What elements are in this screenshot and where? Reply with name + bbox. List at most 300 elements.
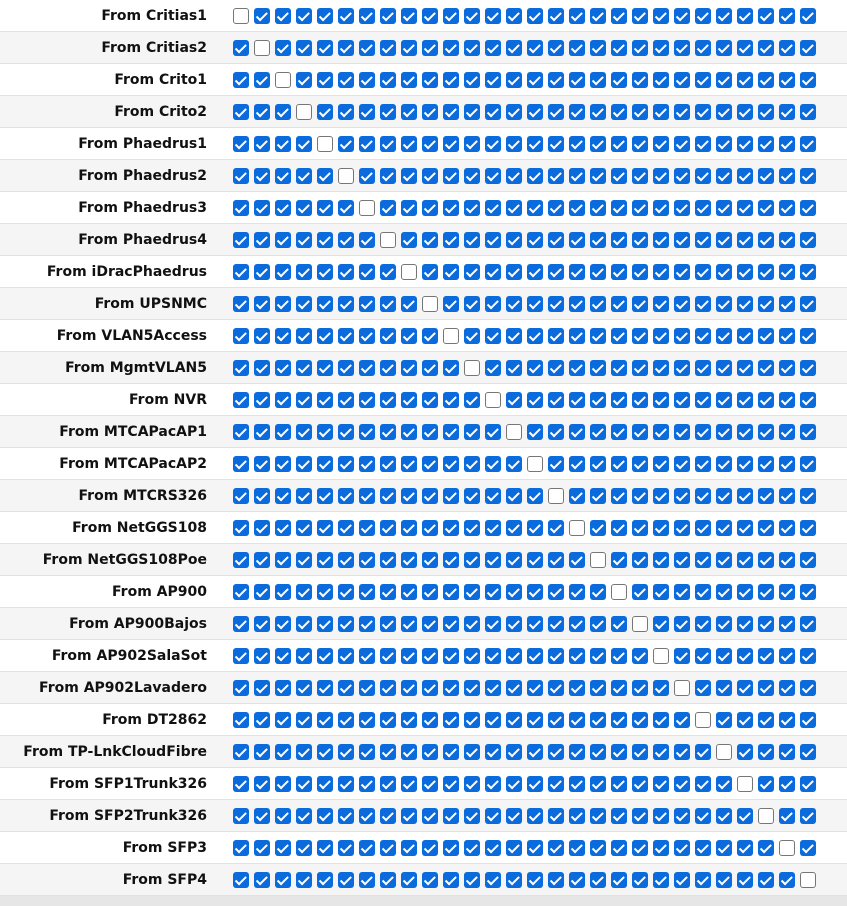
checkbox-checked[interactable] <box>506 328 522 344</box>
checkbox-checked[interactable] <box>695 200 711 216</box>
checkbox-checked[interactable] <box>338 680 354 696</box>
checkbox-checked[interactable] <box>569 744 585 760</box>
checkbox-checked[interactable] <box>233 40 249 56</box>
checkbox-checked[interactable] <box>590 200 606 216</box>
checkbox-checked[interactable] <box>779 360 795 376</box>
checkbox-checked[interactable] <box>275 840 291 856</box>
checkbox-checked[interactable] <box>506 104 522 120</box>
checkbox-checked[interactable] <box>464 72 480 88</box>
checkbox-checked[interactable] <box>779 488 795 504</box>
checkbox-checked[interactable] <box>716 200 732 216</box>
checkbox-checked[interactable] <box>758 328 774 344</box>
checkbox-checked[interactable] <box>317 8 333 24</box>
checkbox-checked[interactable] <box>611 232 627 248</box>
checkbox-checked[interactable] <box>275 296 291 312</box>
checkbox-checked[interactable] <box>485 840 501 856</box>
checkbox-unchecked[interactable] <box>779 840 795 856</box>
checkbox-checked[interactable] <box>611 168 627 184</box>
checkbox-checked[interactable] <box>275 616 291 632</box>
checkbox-checked[interactable] <box>527 616 543 632</box>
checkbox-checked[interactable] <box>359 840 375 856</box>
checkbox-checked[interactable] <box>737 104 753 120</box>
checkbox-unchecked[interactable] <box>716 744 732 760</box>
checkbox-checked[interactable] <box>506 712 522 728</box>
checkbox-checked[interactable] <box>254 840 270 856</box>
checkbox-checked[interactable] <box>485 680 501 696</box>
checkbox-checked[interactable] <box>359 712 375 728</box>
checkbox-checked[interactable] <box>464 8 480 24</box>
checkbox-checked[interactable] <box>548 712 564 728</box>
checkbox-checked[interactable] <box>338 808 354 824</box>
checkbox-checked[interactable] <box>296 616 312 632</box>
checkbox-checked[interactable] <box>401 648 417 664</box>
checkbox-checked[interactable] <box>317 360 333 376</box>
checkbox-checked[interactable] <box>233 104 249 120</box>
checkbox-checked[interactable] <box>443 616 459 632</box>
checkbox-checked[interactable] <box>758 360 774 376</box>
checkbox-checked[interactable] <box>401 872 417 888</box>
checkbox-checked[interactable] <box>401 360 417 376</box>
checkbox-checked[interactable] <box>569 8 585 24</box>
checkbox-checked[interactable] <box>380 648 396 664</box>
checkbox-checked[interactable] <box>548 520 564 536</box>
checkbox-checked[interactable] <box>233 456 249 472</box>
checkbox-checked[interactable] <box>590 712 606 728</box>
checkbox-checked[interactable] <box>296 72 312 88</box>
checkbox-checked[interactable] <box>422 424 438 440</box>
checkbox-checked[interactable] <box>632 584 648 600</box>
checkbox-checked[interactable] <box>233 680 249 696</box>
checkbox-checked[interactable] <box>527 296 543 312</box>
checkbox-checked[interactable] <box>758 840 774 856</box>
checkbox-checked[interactable] <box>338 456 354 472</box>
checkbox-unchecked[interactable] <box>296 104 312 120</box>
checkbox-checked[interactable] <box>800 8 816 24</box>
checkbox-checked[interactable] <box>569 296 585 312</box>
checkbox-checked[interactable] <box>506 72 522 88</box>
checkbox-checked[interactable] <box>674 840 690 856</box>
checkbox-checked[interactable] <box>632 840 648 856</box>
checkbox-checked[interactable] <box>443 584 459 600</box>
checkbox-checked[interactable] <box>464 680 480 696</box>
checkbox-checked[interactable] <box>653 40 669 56</box>
checkbox-checked[interactable] <box>800 136 816 152</box>
checkbox-checked[interactable] <box>737 872 753 888</box>
checkbox-checked[interactable] <box>758 72 774 88</box>
checkbox-checked[interactable] <box>464 744 480 760</box>
checkbox-checked[interactable] <box>737 456 753 472</box>
checkbox-checked[interactable] <box>548 136 564 152</box>
checkbox-checked[interactable] <box>674 552 690 568</box>
checkbox-checked[interactable] <box>422 520 438 536</box>
checkbox-checked[interactable] <box>737 40 753 56</box>
checkbox-checked[interactable] <box>443 232 459 248</box>
checkbox-checked[interactable] <box>359 296 375 312</box>
checkbox-checked[interactable] <box>485 488 501 504</box>
checkbox-checked[interactable] <box>779 680 795 696</box>
checkbox-checked[interactable] <box>737 488 753 504</box>
checkbox-checked[interactable] <box>590 104 606 120</box>
checkbox-checked[interactable] <box>695 616 711 632</box>
checkbox-checked[interactable] <box>527 424 543 440</box>
checkbox-checked[interactable] <box>737 8 753 24</box>
checkbox-checked[interactable] <box>359 584 375 600</box>
checkbox-checked[interactable] <box>569 680 585 696</box>
checkbox-checked[interactable] <box>275 392 291 408</box>
checkbox-checked[interactable] <box>359 328 375 344</box>
checkbox-checked[interactable] <box>401 616 417 632</box>
checkbox-checked[interactable] <box>737 392 753 408</box>
checkbox-checked[interactable] <box>506 776 522 792</box>
checkbox-checked[interactable] <box>380 360 396 376</box>
checkbox-checked[interactable] <box>254 872 270 888</box>
checkbox-checked[interactable] <box>506 744 522 760</box>
checkbox-checked[interactable] <box>380 104 396 120</box>
checkbox-checked[interactable] <box>275 104 291 120</box>
checkbox-checked[interactable] <box>548 616 564 632</box>
checkbox-checked[interactable] <box>737 648 753 664</box>
checkbox-checked[interactable] <box>716 264 732 280</box>
checkbox-checked[interactable] <box>569 712 585 728</box>
checkbox-checked[interactable] <box>758 296 774 312</box>
checkbox-checked[interactable] <box>296 744 312 760</box>
checkbox-checked[interactable] <box>611 136 627 152</box>
checkbox-checked[interactable] <box>569 40 585 56</box>
checkbox-checked[interactable] <box>674 232 690 248</box>
checkbox-checked[interactable] <box>716 488 732 504</box>
checkbox-checked[interactable] <box>674 296 690 312</box>
checkbox-checked[interactable] <box>338 232 354 248</box>
checkbox-checked[interactable] <box>590 520 606 536</box>
checkbox-checked[interactable] <box>401 200 417 216</box>
checkbox-checked[interactable] <box>254 616 270 632</box>
checkbox-checked[interactable] <box>758 712 774 728</box>
checkbox-checked[interactable] <box>338 8 354 24</box>
checkbox-checked[interactable] <box>590 744 606 760</box>
checkbox-checked[interactable] <box>380 8 396 24</box>
checkbox-checked[interactable] <box>527 584 543 600</box>
checkbox-checked[interactable] <box>674 712 690 728</box>
checkbox-unchecked[interactable] <box>443 328 459 344</box>
checkbox-checked[interactable] <box>653 104 669 120</box>
checkbox-checked[interactable] <box>296 712 312 728</box>
checkbox-checked[interactable] <box>527 808 543 824</box>
checkbox-checked[interactable] <box>590 456 606 472</box>
checkbox-checked[interactable] <box>422 40 438 56</box>
checkbox-checked[interactable] <box>632 424 648 440</box>
checkbox-checked[interactable] <box>758 200 774 216</box>
checkbox-checked[interactable] <box>317 168 333 184</box>
checkbox-unchecked[interactable] <box>527 456 543 472</box>
checkbox-checked[interactable] <box>506 232 522 248</box>
checkbox-checked[interactable] <box>737 136 753 152</box>
checkbox-checked[interactable] <box>380 680 396 696</box>
checkbox-checked[interactable] <box>296 488 312 504</box>
checkbox-checked[interactable] <box>527 872 543 888</box>
checkbox-checked[interactable] <box>674 520 690 536</box>
checkbox-checked[interactable] <box>338 104 354 120</box>
checkbox-checked[interactable] <box>653 296 669 312</box>
checkbox-checked[interactable] <box>485 8 501 24</box>
checkbox-checked[interactable] <box>611 872 627 888</box>
checkbox-checked[interactable] <box>758 136 774 152</box>
checkbox-checked[interactable] <box>758 104 774 120</box>
checkbox-checked[interactable] <box>338 424 354 440</box>
checkbox-checked[interactable] <box>443 808 459 824</box>
checkbox-checked[interactable] <box>758 40 774 56</box>
checkbox-checked[interactable] <box>380 456 396 472</box>
checkbox-checked[interactable] <box>359 232 375 248</box>
checkbox-checked[interactable] <box>695 232 711 248</box>
checkbox-checked[interactable] <box>632 872 648 888</box>
checkbox-unchecked[interactable] <box>611 584 627 600</box>
checkbox-checked[interactable] <box>401 8 417 24</box>
checkbox-checked[interactable] <box>800 648 816 664</box>
checkbox-checked[interactable] <box>506 136 522 152</box>
checkbox-checked[interactable] <box>296 680 312 696</box>
checkbox-checked[interactable] <box>716 8 732 24</box>
checkbox-checked[interactable] <box>359 456 375 472</box>
checkbox-checked[interactable] <box>527 136 543 152</box>
checkbox-checked[interactable] <box>443 776 459 792</box>
checkbox-checked[interactable] <box>653 264 669 280</box>
checkbox-checked[interactable] <box>548 264 564 280</box>
checkbox-checked[interactable] <box>275 488 291 504</box>
checkbox-checked[interactable] <box>233 424 249 440</box>
checkbox-checked[interactable] <box>254 680 270 696</box>
checkbox-checked[interactable] <box>548 104 564 120</box>
checkbox-checked[interactable] <box>674 8 690 24</box>
checkbox-checked[interactable] <box>779 40 795 56</box>
checkbox-checked[interactable] <box>233 360 249 376</box>
checkbox-checked[interactable] <box>422 552 438 568</box>
checkbox-checked[interactable] <box>527 168 543 184</box>
checkbox-checked[interactable] <box>695 72 711 88</box>
checkbox-checked[interactable] <box>443 392 459 408</box>
checkbox-checked[interactable] <box>338 136 354 152</box>
checkbox-checked[interactable] <box>716 584 732 600</box>
checkbox-checked[interactable] <box>716 40 732 56</box>
checkbox-checked[interactable] <box>800 520 816 536</box>
checkbox-checked[interactable] <box>611 392 627 408</box>
checkbox-checked[interactable] <box>464 552 480 568</box>
checkbox-checked[interactable] <box>653 520 669 536</box>
checkbox-checked[interactable] <box>464 200 480 216</box>
checkbox-checked[interactable] <box>254 328 270 344</box>
checkbox-checked[interactable] <box>296 392 312 408</box>
checkbox-checked[interactable] <box>296 584 312 600</box>
checkbox-checked[interactable] <box>275 552 291 568</box>
checkbox-checked[interactable] <box>737 744 753 760</box>
checkbox-checked[interactable] <box>800 680 816 696</box>
checkbox-checked[interactable] <box>527 40 543 56</box>
checkbox-checked[interactable] <box>338 360 354 376</box>
checkbox-checked[interactable] <box>359 168 375 184</box>
checkbox-checked[interactable] <box>464 40 480 56</box>
checkbox-checked[interactable] <box>317 424 333 440</box>
checkbox-checked[interactable] <box>338 488 354 504</box>
checkbox-checked[interactable] <box>422 776 438 792</box>
checkbox-checked[interactable] <box>695 296 711 312</box>
checkbox-checked[interactable] <box>737 200 753 216</box>
checkbox-checked[interactable] <box>653 8 669 24</box>
checkbox-checked[interactable] <box>590 328 606 344</box>
checkbox-checked[interactable] <box>485 360 501 376</box>
checkbox-checked[interactable] <box>275 776 291 792</box>
checkbox-checked[interactable] <box>233 72 249 88</box>
checkbox-checked[interactable] <box>632 296 648 312</box>
checkbox-checked[interactable] <box>632 40 648 56</box>
checkbox-checked[interactable] <box>695 424 711 440</box>
checkbox-checked[interactable] <box>233 296 249 312</box>
checkbox-checked[interactable] <box>254 776 270 792</box>
checkbox-checked[interactable] <box>800 808 816 824</box>
checkbox-unchecked[interactable] <box>317 136 333 152</box>
checkbox-checked[interactable] <box>611 776 627 792</box>
checkbox-unchecked[interactable] <box>359 200 375 216</box>
checkbox-checked[interactable] <box>737 808 753 824</box>
checkbox-unchecked[interactable] <box>548 488 564 504</box>
checkbox-checked[interactable] <box>233 200 249 216</box>
checkbox-checked[interactable] <box>464 168 480 184</box>
checkbox-checked[interactable] <box>800 840 816 856</box>
checkbox-checked[interactable] <box>695 136 711 152</box>
checkbox-checked[interactable] <box>464 584 480 600</box>
checkbox-checked[interactable] <box>317 72 333 88</box>
checkbox-checked[interactable] <box>674 456 690 472</box>
checkbox-checked[interactable] <box>296 552 312 568</box>
checkbox-checked[interactable] <box>758 488 774 504</box>
checkbox-checked[interactable] <box>338 712 354 728</box>
checkbox-checked[interactable] <box>590 840 606 856</box>
checkbox-checked[interactable] <box>569 264 585 280</box>
checkbox-checked[interactable] <box>674 264 690 280</box>
checkbox-checked[interactable] <box>443 648 459 664</box>
checkbox-checked[interactable] <box>401 168 417 184</box>
checkbox-checked[interactable] <box>296 840 312 856</box>
checkbox-checked[interactable] <box>401 808 417 824</box>
checkbox-checked[interactable] <box>296 40 312 56</box>
checkbox-checked[interactable] <box>422 72 438 88</box>
checkbox-checked[interactable] <box>611 488 627 504</box>
checkbox-checked[interactable] <box>695 456 711 472</box>
checkbox-checked[interactable] <box>737 616 753 632</box>
checkbox-checked[interactable] <box>674 744 690 760</box>
checkbox-checked[interactable] <box>401 296 417 312</box>
checkbox-checked[interactable] <box>590 72 606 88</box>
checkbox-checked[interactable] <box>590 8 606 24</box>
checkbox-checked[interactable] <box>548 360 564 376</box>
checkbox-checked[interactable] <box>401 456 417 472</box>
checkbox-checked[interactable] <box>380 744 396 760</box>
checkbox-checked[interactable] <box>590 584 606 600</box>
checkbox-checked[interactable] <box>296 424 312 440</box>
checkbox-checked[interactable] <box>254 296 270 312</box>
checkbox-checked[interactable] <box>611 264 627 280</box>
checkbox-checked[interactable] <box>800 584 816 600</box>
checkbox-checked[interactable] <box>254 232 270 248</box>
checkbox-checked[interactable] <box>338 840 354 856</box>
checkbox-checked[interactable] <box>485 328 501 344</box>
checkbox-checked[interactable] <box>590 776 606 792</box>
checkbox-checked[interactable] <box>317 808 333 824</box>
checkbox-checked[interactable] <box>506 456 522 472</box>
checkbox-checked[interactable] <box>275 648 291 664</box>
checkbox-checked[interactable] <box>632 744 648 760</box>
checkbox-checked[interactable] <box>611 200 627 216</box>
checkbox-checked[interactable] <box>317 712 333 728</box>
checkbox-unchecked[interactable] <box>590 552 606 568</box>
checkbox-checked[interactable] <box>758 8 774 24</box>
checkbox-checked[interactable] <box>779 72 795 88</box>
checkbox-checked[interactable] <box>401 712 417 728</box>
checkbox-checked[interactable] <box>779 296 795 312</box>
checkbox-checked[interactable] <box>254 392 270 408</box>
checkbox-checked[interactable] <box>674 104 690 120</box>
checkbox-checked[interactable] <box>254 456 270 472</box>
checkbox-checked[interactable] <box>632 712 648 728</box>
checkbox-checked[interactable] <box>611 808 627 824</box>
checkbox-checked[interactable] <box>359 40 375 56</box>
checkbox-checked[interactable] <box>653 584 669 600</box>
checkbox-checked[interactable] <box>464 840 480 856</box>
checkbox-checked[interactable] <box>275 40 291 56</box>
checkbox-checked[interactable] <box>716 456 732 472</box>
checkbox-checked[interactable] <box>590 488 606 504</box>
checkbox-checked[interactable] <box>422 8 438 24</box>
checkbox-checked[interactable] <box>464 104 480 120</box>
checkbox-checked[interactable] <box>506 360 522 376</box>
checkbox-checked[interactable] <box>233 584 249 600</box>
checkbox-checked[interactable] <box>611 552 627 568</box>
checkbox-checked[interactable] <box>800 72 816 88</box>
checkbox-checked[interactable] <box>317 648 333 664</box>
checkbox-checked[interactable] <box>380 40 396 56</box>
checkbox-checked[interactable] <box>443 40 459 56</box>
checkbox-checked[interactable] <box>275 424 291 440</box>
checkbox-checked[interactable] <box>233 808 249 824</box>
checkbox-checked[interactable] <box>317 392 333 408</box>
checkbox-checked[interactable] <box>548 648 564 664</box>
checkbox-checked[interactable] <box>443 136 459 152</box>
checkbox-checked[interactable] <box>653 168 669 184</box>
checkbox-checked[interactable] <box>443 712 459 728</box>
checkbox-checked[interactable] <box>653 232 669 248</box>
checkbox-checked[interactable] <box>758 232 774 248</box>
checkbox-checked[interactable] <box>464 424 480 440</box>
checkbox-checked[interactable] <box>506 584 522 600</box>
checkbox-checked[interactable] <box>632 808 648 824</box>
checkbox-checked[interactable] <box>695 680 711 696</box>
checkbox-checked[interactable] <box>506 680 522 696</box>
checkbox-checked[interactable] <box>443 456 459 472</box>
checkbox-checked[interactable] <box>779 744 795 760</box>
checkbox-checked[interactable] <box>695 8 711 24</box>
checkbox-checked[interactable] <box>485 424 501 440</box>
checkbox-checked[interactable] <box>296 328 312 344</box>
checkbox-checked[interactable] <box>338 872 354 888</box>
checkbox-checked[interactable] <box>317 584 333 600</box>
checkbox-checked[interactable] <box>695 392 711 408</box>
checkbox-checked[interactable] <box>569 776 585 792</box>
checkbox-unchecked[interactable] <box>758 808 774 824</box>
checkbox-checked[interactable] <box>275 264 291 280</box>
checkbox-checked[interactable] <box>611 616 627 632</box>
checkbox-checked[interactable] <box>317 552 333 568</box>
checkbox-checked[interactable] <box>296 456 312 472</box>
checkbox-checked[interactable] <box>464 232 480 248</box>
checkbox-checked[interactable] <box>506 840 522 856</box>
